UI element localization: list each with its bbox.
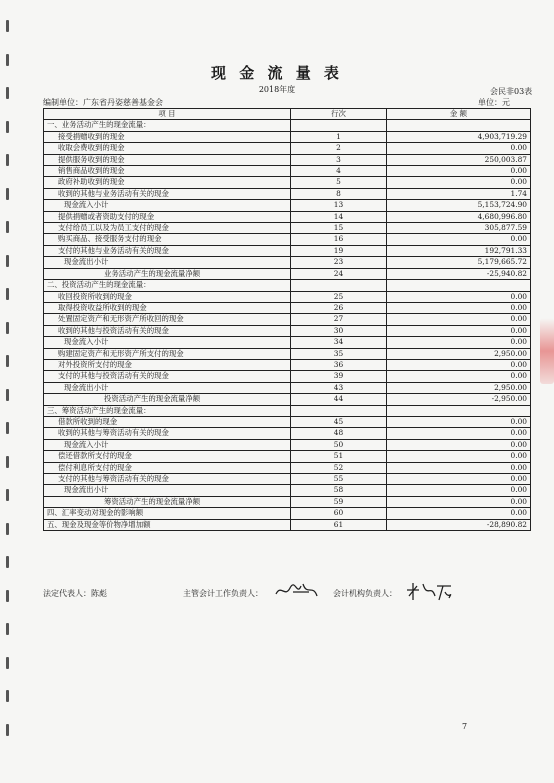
binding-holes: [6, 20, 14, 760]
row-item-label: 取得投资收益所收到的现金: [44, 302, 291, 313]
row-item-label: 收到的其他与筹资活动有关的现金: [44, 428, 291, 439]
row-item-label: 现金流出小计: [44, 382, 291, 393]
row-amount: 0.00: [387, 325, 531, 336]
table-row: [44, 131, 531, 142]
table-row: [44, 496, 531, 507]
chief-accountant-signature: [273, 580, 321, 602]
binding-hole: [6, 355, 9, 367]
row-amount: 0.00: [387, 496, 531, 507]
table-row: [44, 451, 531, 462]
row-item-label: 筹资活动产生的现金流量净额: [44, 496, 291, 507]
row-line-number: [291, 280, 387, 291]
row-item-label: 五、现金及现金等价物净增加额: [44, 519, 291, 530]
row-amount: 0.00: [387, 451, 531, 462]
table-row: [44, 166, 531, 177]
row-item-label: 偿付利息所支付的现金: [44, 462, 291, 473]
table-row: [44, 188, 531, 199]
row-line-number: 43: [291, 382, 387, 393]
row-line-number: 39: [291, 371, 387, 382]
row-line-number: 44: [291, 394, 387, 405]
row-amount: 305,877.59: [387, 223, 531, 234]
table-row: [44, 280, 531, 291]
table-row: [44, 302, 531, 313]
binding-hole: [6, 322, 9, 334]
row-item-label: 二、投资活动产生的现金流量：: [44, 280, 291, 291]
row-amount: 0.00: [387, 439, 531, 450]
row-item-label: 收回投资所收到的现金: [44, 291, 291, 302]
currency-unit: 单位：元: [478, 98, 510, 107]
row-line-number: 55: [291, 474, 387, 485]
document-title: 现 金 流 量 表: [211, 64, 343, 82]
binding-hole: [6, 556, 9, 568]
table-row: [44, 200, 531, 211]
table-row: [44, 211, 531, 222]
legal-representative: 法定代表人：陈彪: [43, 589, 107, 598]
binding-hole: [6, 255, 9, 267]
row-amount: 250,003.87: [387, 154, 531, 165]
row-amount: 5,153,724.90: [387, 200, 531, 211]
table-row: [44, 257, 531, 268]
row-item-label: 支付的其他与筹资活动有关的现金: [44, 474, 291, 485]
row-item-label: 现金流入小计: [44, 439, 291, 450]
row-amount: [387, 120, 531, 131]
row-line-number: 45: [291, 416, 387, 427]
row-amount: 0.00: [387, 485, 531, 496]
row-amount: 2,950.00: [387, 382, 531, 393]
table-row: [44, 382, 531, 393]
row-amount: 0.00: [387, 428, 531, 439]
table-row: [44, 485, 531, 496]
row-item-label: 支付给员工以及为员工支付的现金: [44, 223, 291, 234]
row-line-number: 5: [291, 177, 387, 188]
chief-accountant-label: 主管会计工作负责人：: [183, 589, 263, 598]
row-item-label: 支付的其他与投资活动有关的现金: [44, 371, 291, 382]
row-amount: 0.00: [387, 462, 531, 473]
binding-hole: [6, 456, 9, 468]
row-line-number: 4: [291, 166, 387, 177]
row-item-label: 现金流入小计: [44, 337, 291, 348]
table-row: [44, 371, 531, 382]
row-item-label: 业务活动产生的现金流量净额: [44, 268, 291, 279]
binding-hole: [6, 690, 9, 702]
row-item-label: 投资活动产生的现金流量净额: [44, 394, 291, 405]
red-seal-fragment: [540, 318, 554, 384]
row-amount: 0.00: [387, 314, 531, 325]
row-item-label: 收取会费收到的现金: [44, 143, 291, 154]
binding-hole: [6, 20, 9, 32]
row-line-number: 61: [291, 519, 387, 530]
table-row: [44, 154, 531, 165]
row-line-number: 19: [291, 245, 387, 256]
row-line-number: [291, 120, 387, 131]
table-row: [44, 177, 531, 188]
table-row: [44, 234, 531, 245]
table-row: [44, 325, 531, 336]
row-line-number: 48: [291, 428, 387, 439]
row-amount: 0.00: [387, 302, 531, 313]
table-row: [44, 337, 531, 348]
report-year: 2018年度: [258, 85, 296, 94]
row-line-number: 1: [291, 131, 387, 142]
row-amount: 0.00: [387, 371, 531, 382]
table-row: [44, 508, 531, 519]
row-line-number: 35: [291, 348, 387, 359]
row-line-number: 51: [291, 451, 387, 462]
row-amount: 0.00: [387, 166, 531, 177]
row-item-label: 收到的其他与业务活动有关的现金: [44, 188, 291, 199]
binding-hole: [6, 523, 9, 535]
row-line-number: 60: [291, 508, 387, 519]
row-item-label: 政府补助收到的现金: [44, 177, 291, 188]
row-line-number: 27: [291, 314, 387, 325]
row-amount: 4,903,719.29: [387, 131, 531, 142]
row-amount: 4,680,996.80: [387, 211, 531, 222]
row-line-number: 30: [291, 325, 387, 336]
row-amount: 0.00: [387, 474, 531, 485]
row-amount: [387, 405, 531, 416]
binding-hole: [6, 389, 9, 401]
row-amount: 2,950.00: [387, 348, 531, 359]
binding-hole: [6, 121, 9, 133]
row-item-label: 提供服务收到的现金: [44, 154, 291, 165]
row-line-number: 16: [291, 234, 387, 245]
row-item-label: 四、汇率变动对现金的影响额: [44, 508, 291, 519]
cash-flow-table: [43, 108, 531, 531]
table-row: [44, 291, 531, 302]
accounting-head-label: 会计机构负责人：: [333, 589, 397, 598]
table-row: [44, 245, 531, 256]
row-item-label: 收到的其他与投资活动有关的现金: [44, 325, 291, 336]
binding-hole: [6, 422, 9, 434]
table-row: [44, 314, 531, 325]
header-line-no: 行次: [291, 109, 387, 120]
row-item-label: 三、筹资活动产生的现金流量：: [44, 405, 291, 416]
row-item-label: 借款所收到的现金: [44, 416, 291, 427]
row-item-label: 购买商品、接受服务支付的现金: [44, 234, 291, 245]
table-row: [44, 348, 531, 359]
table-row: [44, 462, 531, 473]
table-row: [44, 223, 531, 234]
binding-hole: [6, 623, 9, 635]
table-row: [44, 416, 531, 427]
row-line-number: [291, 405, 387, 416]
row-line-number: 14: [291, 211, 387, 222]
table-row: [44, 359, 531, 370]
row-line-number: 52: [291, 462, 387, 473]
row-amount: 5,179,665.72: [387, 257, 531, 268]
table-row: [44, 120, 531, 131]
row-item-label: 现金流出小计: [44, 485, 291, 496]
table-row: [44, 428, 531, 439]
accounting-head-signature: [405, 580, 455, 602]
page-number: 7: [462, 722, 468, 731]
row-amount: 0.00: [387, 234, 531, 245]
row-line-number: 59: [291, 496, 387, 507]
binding-hole: [6, 657, 9, 669]
row-item-label: 接受捐赠收到的现金: [44, 131, 291, 142]
row-item-label: 偿还借款所支付的现金: [44, 451, 291, 462]
row-line-number: 23: [291, 257, 387, 268]
binding-hole: [6, 154, 9, 166]
row-line-number: 2: [291, 143, 387, 154]
row-amount: -2,950.00: [387, 394, 531, 405]
row-item-label: 购建固定资产和无形资产所支付的现金: [44, 348, 291, 359]
table-row: [44, 474, 531, 485]
row-line-number: 36: [291, 359, 387, 370]
binding-hole: [6, 489, 9, 501]
table-row: [44, 143, 531, 154]
row-line-number: 26: [291, 302, 387, 313]
row-amount: 0.00: [387, 416, 531, 427]
row-item-label: 提供捐赠或者资助支付的现金: [44, 211, 291, 222]
binding-hole: [6, 221, 9, 233]
row-amount: -28,890.82: [387, 519, 531, 530]
table-row: [44, 405, 531, 416]
row-amount: 0.00: [387, 508, 531, 519]
row-amount: 192,791.33: [387, 245, 531, 256]
row-line-number: 13: [291, 200, 387, 211]
table-row: [44, 268, 531, 279]
row-amount: 0.00: [387, 337, 531, 348]
binding-hole: [6, 590, 9, 602]
row-item-label: 一、业务活动产生的现金流量：: [44, 120, 291, 131]
row-item-label: 对外投资所支付的现金: [44, 359, 291, 370]
row-line-number: 24: [291, 268, 387, 279]
row-line-number: 15: [291, 223, 387, 234]
row-amount: 0.00: [387, 143, 531, 154]
binding-hole: [6, 288, 9, 300]
row-item-label: 处置固定资产和无形资产所收回的现金: [44, 314, 291, 325]
reporting-entity: 编制单位：广东省丹姿慈善基金会: [43, 98, 163, 107]
header-item: 项 目: [44, 109, 291, 120]
row-line-number: 34: [291, 337, 387, 348]
row-amount: 0.00: [387, 359, 531, 370]
signature-footer: [43, 588, 533, 608]
row-line-number: 58: [291, 485, 387, 496]
table-row: [44, 439, 531, 450]
row-line-number: 3: [291, 154, 387, 165]
binding-hole: [6, 724, 9, 736]
table-header-row: [44, 109, 531, 120]
row-item-label: 现金流入小计: [44, 200, 291, 211]
header-amount: 金 额: [387, 109, 531, 120]
form-code: 会民非03表: [490, 87, 533, 96]
row-line-number: 50: [291, 439, 387, 450]
row-line-number: 25: [291, 291, 387, 302]
row-item-label: 销售商品收到的现金: [44, 166, 291, 177]
row-amount: [387, 280, 531, 291]
row-amount: 0.00: [387, 291, 531, 302]
binding-hole: [6, 188, 9, 200]
table-row: [44, 394, 531, 405]
row-item-label: 支付的其他与业务活动有关的现金: [44, 245, 291, 256]
row-line-number: 8: [291, 188, 387, 199]
row-amount: -25,940.82: [387, 268, 531, 279]
row-amount: 1.74: [387, 188, 531, 199]
table-row: [44, 519, 531, 530]
row-amount: 0.00: [387, 177, 531, 188]
row-item-label: 现金流出小计: [44, 257, 291, 268]
